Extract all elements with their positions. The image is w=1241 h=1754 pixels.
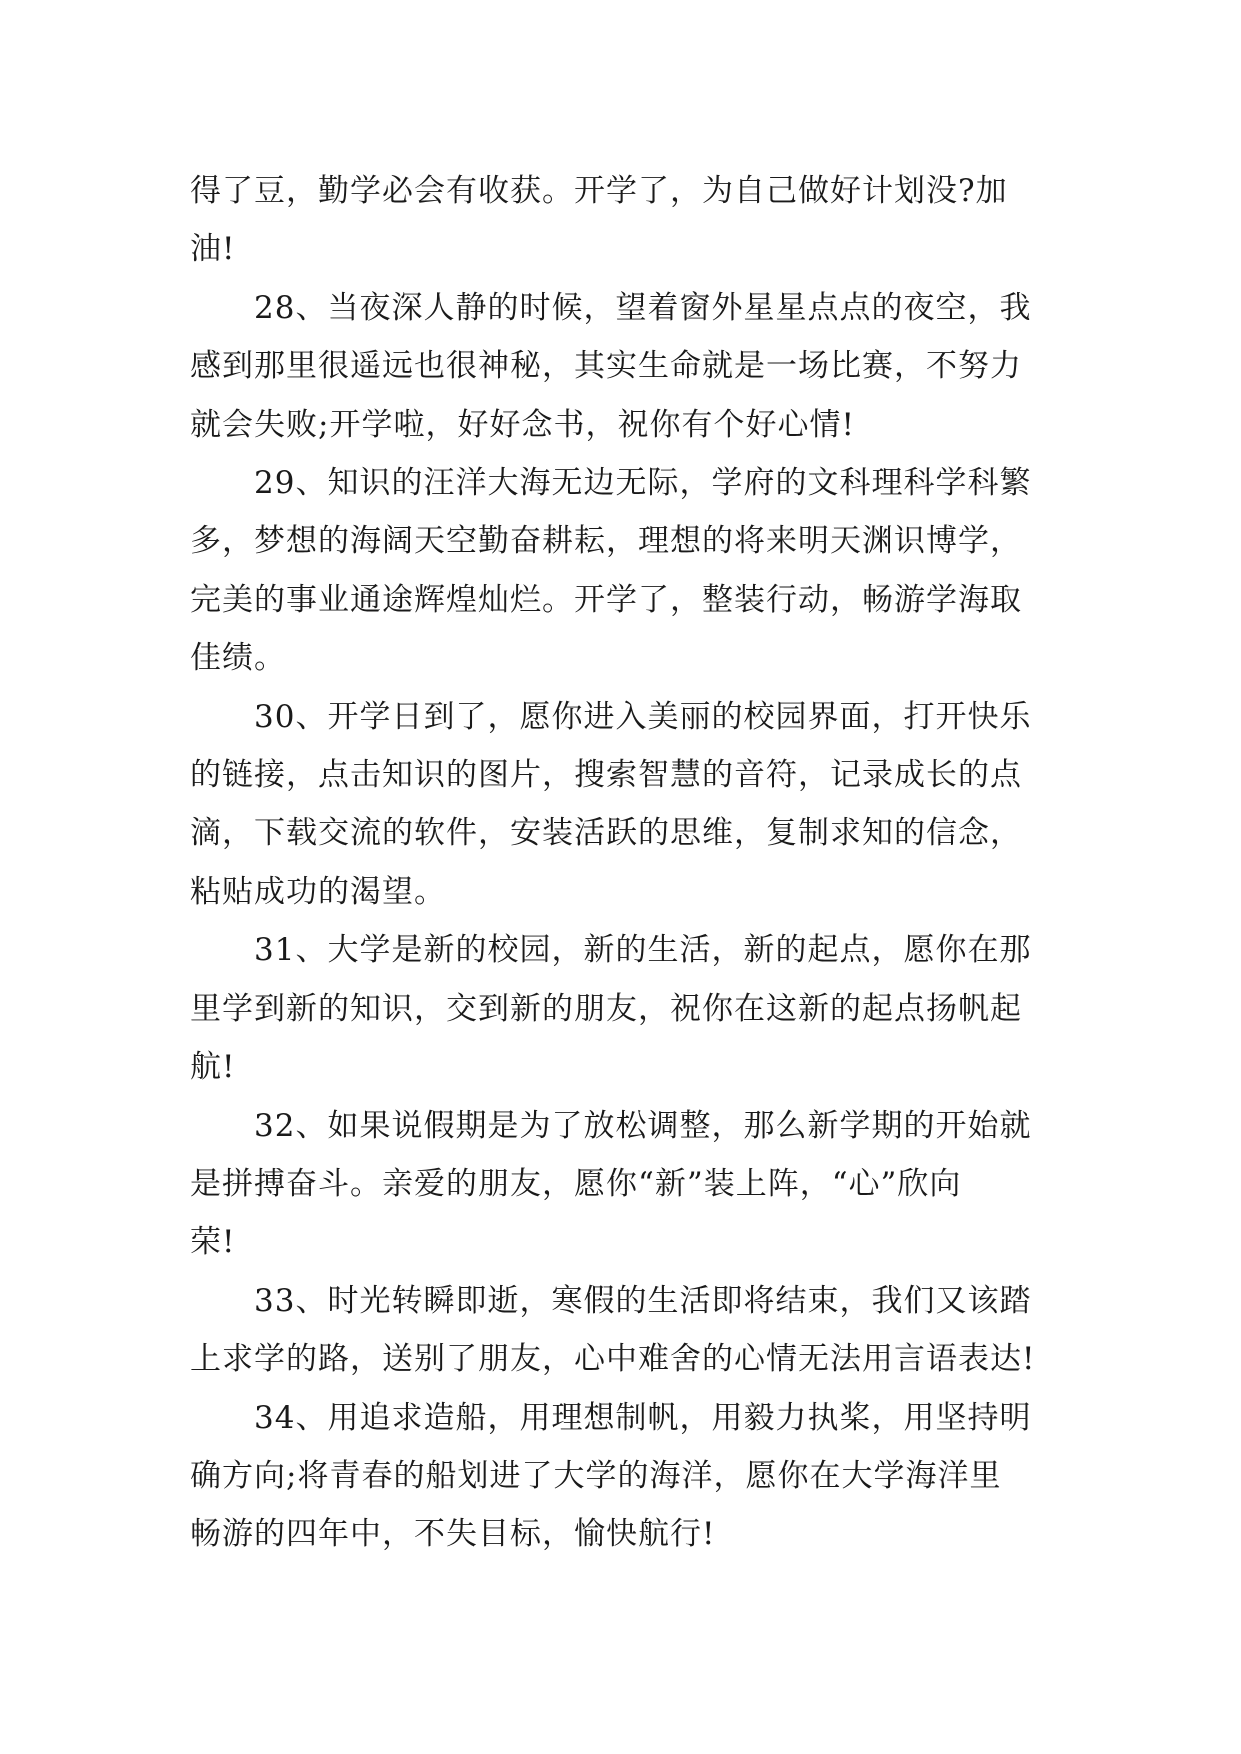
document-body (190, 162, 1050, 1564)
text-line: 完美的事业通途辉煌灿烂。开学了，整装行动，畅游学海取 (190, 581, 1022, 618)
text-line: 多，梦想的海阔天空勤奋耕耘，理想的将来明天渊识博学， (190, 523, 1022, 560)
text-line: 的链接，点击知识的图片，搜索智慧的音符，记录成长的点 (190, 757, 1022, 794)
text-line: 油! (190, 231, 236, 268)
text-line: 滴，下载交流的软件，安装活跃的思维，复制求知的信念， (190, 815, 1022, 852)
text-line: 得了豆，勤学必会有收获。开学了，为自己做好计划没?加 (190, 173, 1008, 209)
text-line: 畅游的四年中，不失目标，愉快航行! (190, 1516, 716, 1553)
paragraph-30 (190, 688, 1050, 922)
text-line: 佳绩。 (190, 640, 286, 677)
text-line: 31、大学是新的校园，新的生活，新的起点，愿你在那 (254, 932, 1032, 969)
text-line: 29、知识的汪洋大海无边无际，学府的文科理科学科繁 (254, 465, 1032, 502)
paragraph-31 (190, 921, 1050, 1096)
text-line: 上求学的路，送别了朋友，心中难舍的心情无法用言语表达! (190, 1341, 1036, 1378)
text-line: 荣! (190, 1224, 236, 1261)
text-line: 30、开学日到了，愿你进入美丽的校园界面，打开快乐 (254, 698, 1032, 735)
paragraph-continuation (190, 162, 1050, 279)
text-line: 确方向;将青春的船划进了大学的海洋，愿你在大学海洋里 (190, 1457, 1002, 1494)
text-line: 33、时光转瞬即逝，寒假的生活即将结束，我们又该踏 (254, 1282, 1032, 1319)
paragraph-32 (190, 1097, 1050, 1272)
text-line: 34、用追求造船，用理想制帆，用毅力执桨，用坚持明 (254, 1399, 1032, 1436)
paragraph-34 (190, 1389, 1050, 1564)
paragraph-29 (190, 454, 1050, 688)
text-line: 航! (190, 1049, 236, 1086)
text-line: 32、如果说假期是为了放松调整，那么新学期的开始就 (254, 1107, 1032, 1144)
text-line: 就会失败;开学啦，好好念书，祝你有个好心情! (190, 406, 855, 443)
paragraph-28 (190, 279, 1050, 454)
text-line: 粘贴成功的渴望。 (190, 873, 446, 910)
text-line: 感到那里很遥远也很神秘，其实生命就是一场比赛，不努力 (190, 348, 1022, 385)
text-line: 28、当夜深人静的时候，望着窗外星星点点的夜空，我 (254, 289, 1032, 326)
paragraph-33 (190, 1272, 1050, 1389)
text-line: 里学到新的知识，交到新的朋友，祝你在这新的起点扬帆起 (190, 990, 1022, 1027)
text-line: 是拼搏奋斗。亲爱的朋友，愿你“新”装上阵，“心”欣向 (190, 1165, 962, 1202)
